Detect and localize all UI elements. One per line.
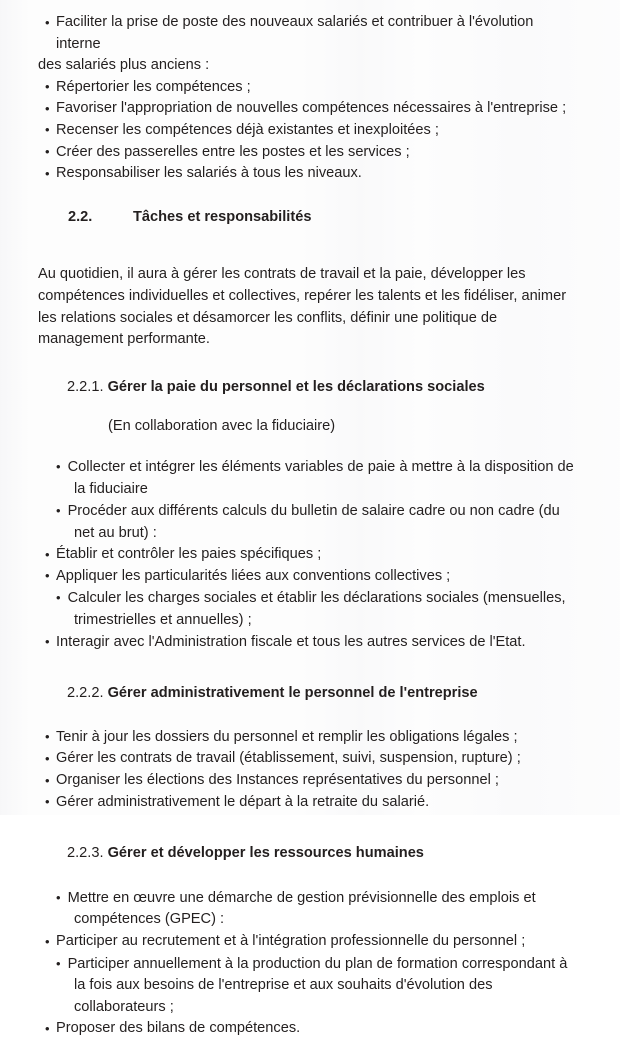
section-2-2-1-list (38, 456, 582, 653)
document-body (0, 12, 620, 1040)
list-item: • Participer annuellement à la production du plan de formation correspondant à la fois aux besoins de l'entreprise et aux souhaits d'évolution des collaborateurs ; (56, 953, 582, 1019)
heading-2-2-2-number: 2.2.2. (67, 685, 104, 702)
list-item: • Établir et contrôler les paies spécifiques ; (38, 544, 582, 566)
list-item: • Recenser les compétences déjà existantes et inexploitées ; (38, 120, 582, 142)
list-item: • Participer au recrutement et à l'intégration professionnelle du personnel ; (38, 931, 582, 953)
heading-2-2-2-title: Gérer administrativement le personnel de l'entreprise (107, 685, 478, 702)
list-item: • Appliquer les particularités liées aux conventions collectives ; (38, 566, 582, 588)
list-item: • Faciliter la prise de poste des nouveaux salariés et contribuer à l'évolution interne (38, 12, 582, 55)
list-item: • Responsabiliser les salariés à tous les niveaux. (38, 163, 582, 185)
list-item: • Gérer les contrats de travail (établissement, suivi, suspension, rupture) ; (38, 748, 582, 770)
heading-2-2 (38, 207, 582, 229)
list-item: • Favoriser l'appropriation de nouvelles compétences nécessaires à l'entreprise ; (38, 98, 582, 120)
heading-2-2-3-title: Gérer et développer les ressources humaines (107, 845, 424, 862)
list-item: • Calculer les charges sociales et établir les déclarations sociales (mensuelles, trimestrielles et annuelles) ; (56, 587, 582, 631)
heading-2-2-2 (38, 683, 582, 705)
section-2-2-2-list (38, 727, 582, 813)
section-2-2-paragraph: Au quotidien, il aura à gérer les contrats de travail et la paie, développer les compétences individuelles et collectives, repérer les talents et les fidéliser, animer les relations sociales et désamorcer les conflits, définir une politique de management performante. (38, 266, 567, 348)
list-item: • Organiser les élections des Instances représentatives du personnel ; (38, 770, 582, 792)
list-item: • Répertorier les compétences ; (38, 77, 582, 99)
heading-2-2-3 (38, 843, 582, 865)
list-item: • Mettre en œuvre une démarche de gestion prévisionnelle des emplois et compétences (GPEC) : (56, 887, 582, 931)
heading-2-2-3-number: 2.2.3. (67, 845, 104, 862)
heading-2-2-1-title: Gérer la paie du personnel et les déclarations sociales (107, 378, 485, 395)
fiduciary-note: (En collaboration avec la fiduciaire) (108, 418, 336, 435)
list-item: • Procéder aux différents calculs du bulletin de salaire cadre ou non cadre (du net au brut) : (56, 500, 582, 544)
list-item: • Proposer des bilans de compétences. (38, 1018, 582, 1040)
list-item: • Collecter et intégrer les éléments variables de paie à mettre à la disposition de la fiduciaire (56, 456, 582, 500)
list-item: • Interagir avec l'Administration fiscale et tous les autres services de l'Etat. (38, 632, 582, 654)
intro-bullet-list (38, 12, 582, 185)
heading-2-2-1-number: 2.2.1. (67, 378, 104, 395)
section-2-2-3-list (38, 887, 582, 1040)
list-item: • Créer des passerelles entre les postes et les services ; (38, 142, 582, 164)
heading-2-2-title: Tâches et responsabilités (133, 208, 312, 225)
heading-2-2-number: 2.2. (68, 208, 93, 225)
list-item: • Tenir à jour les dossiers du personnel et remplir les obligations légales ; (38, 727, 582, 749)
list-item: • Gérer administrativement le départ à la retraite du salarié. (38, 792, 582, 814)
list-item-continuation: des salariés plus anciens : (38, 57, 210, 74)
heading-2-2-1 (38, 377, 582, 399)
